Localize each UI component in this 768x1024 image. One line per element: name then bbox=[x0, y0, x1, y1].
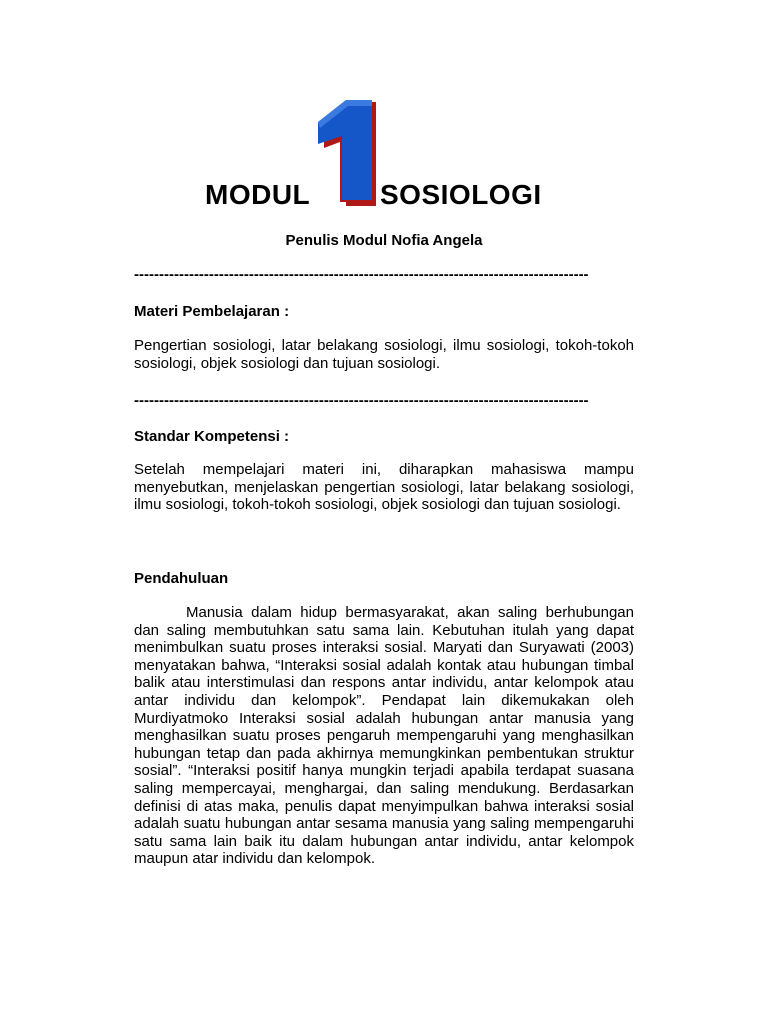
materi-text: Pengertian sosiologi, latar belakang sosiologi, ilmu sosiologi, tokoh-tokoh sosiologi, objek sosiologi dan tujuan sosiologi. bbox=[134, 337, 634, 372]
standar-heading: Standar Kompetensi : bbox=[134, 428, 290, 445]
module-number-one bbox=[310, 98, 380, 208]
pendahuluan-heading: Pendahuluan bbox=[134, 570, 229, 587]
author-line: Penulis Modul Nofia Angela bbox=[285, 232, 483, 249]
title-sosiologi: SOSIOLOGI bbox=[380, 179, 542, 210]
title-modul: MODUL bbox=[205, 179, 311, 210]
pendahuluan-text: Manusia dalam hidup bermasyarakat, akan saling berhubungan dan saling membutuhkan satu sama lain. Kebutuhan itulah yang dapat menimbulkan suatu proses interaksi sosial. Maryati dan Suryawati (2003) menyatakan bahwa, “Interaksi sosial adalah kontak atau hubungan timbal balik atau interstimulasi dan respons antar individu, antar kelompok atau antar individu dan kelompok”. Pendapat lain dikemukakan oleh Murdiyatmoko Interaksi sosial adalah hubungan antar manusia yang menghasilkan suatu proses pengaruh mempengaruhi yang menghasilkan hubungan tetap dan pada akhirnya memungkinkan pembentukan struktur sosial”. “Interaksi positif hanya mungkin terjadi apabila terdapat suasana saling mempercayai, menghargai, dan saling mendukung. Berdasarkan definisi di atas maka, penulis dapat menyimpulkan bahwa interaksi sosial adalah suatu hubungan antar sesama manusia yang saling mempengaruhi satu sama lain baik itu dalam hubungan antar individu, antar kelompok maupun atar individu dan kelompok. bbox=[134, 604, 634, 868]
divider-line: ------------------------------------------------------------------------------------------- bbox=[134, 392, 589, 409]
standar-text: Setelah mempelajari materi ini, diharapkan mahasiswa mampu menyebutkan, menjelaskan pengertian sosiologi, latar belakang sosiologi, ilmu sosiologi, tokoh-tokoh sosiologi, objek sosiologi dan tujuan sosiologi. bbox=[134, 461, 634, 514]
divider-line: ------------------------------------------------------------------------------------------- bbox=[134, 266, 589, 283]
materi-heading: Materi Pembelajaran : bbox=[134, 303, 290, 320]
number-label: 1 bbox=[345, 178, 346, 179]
